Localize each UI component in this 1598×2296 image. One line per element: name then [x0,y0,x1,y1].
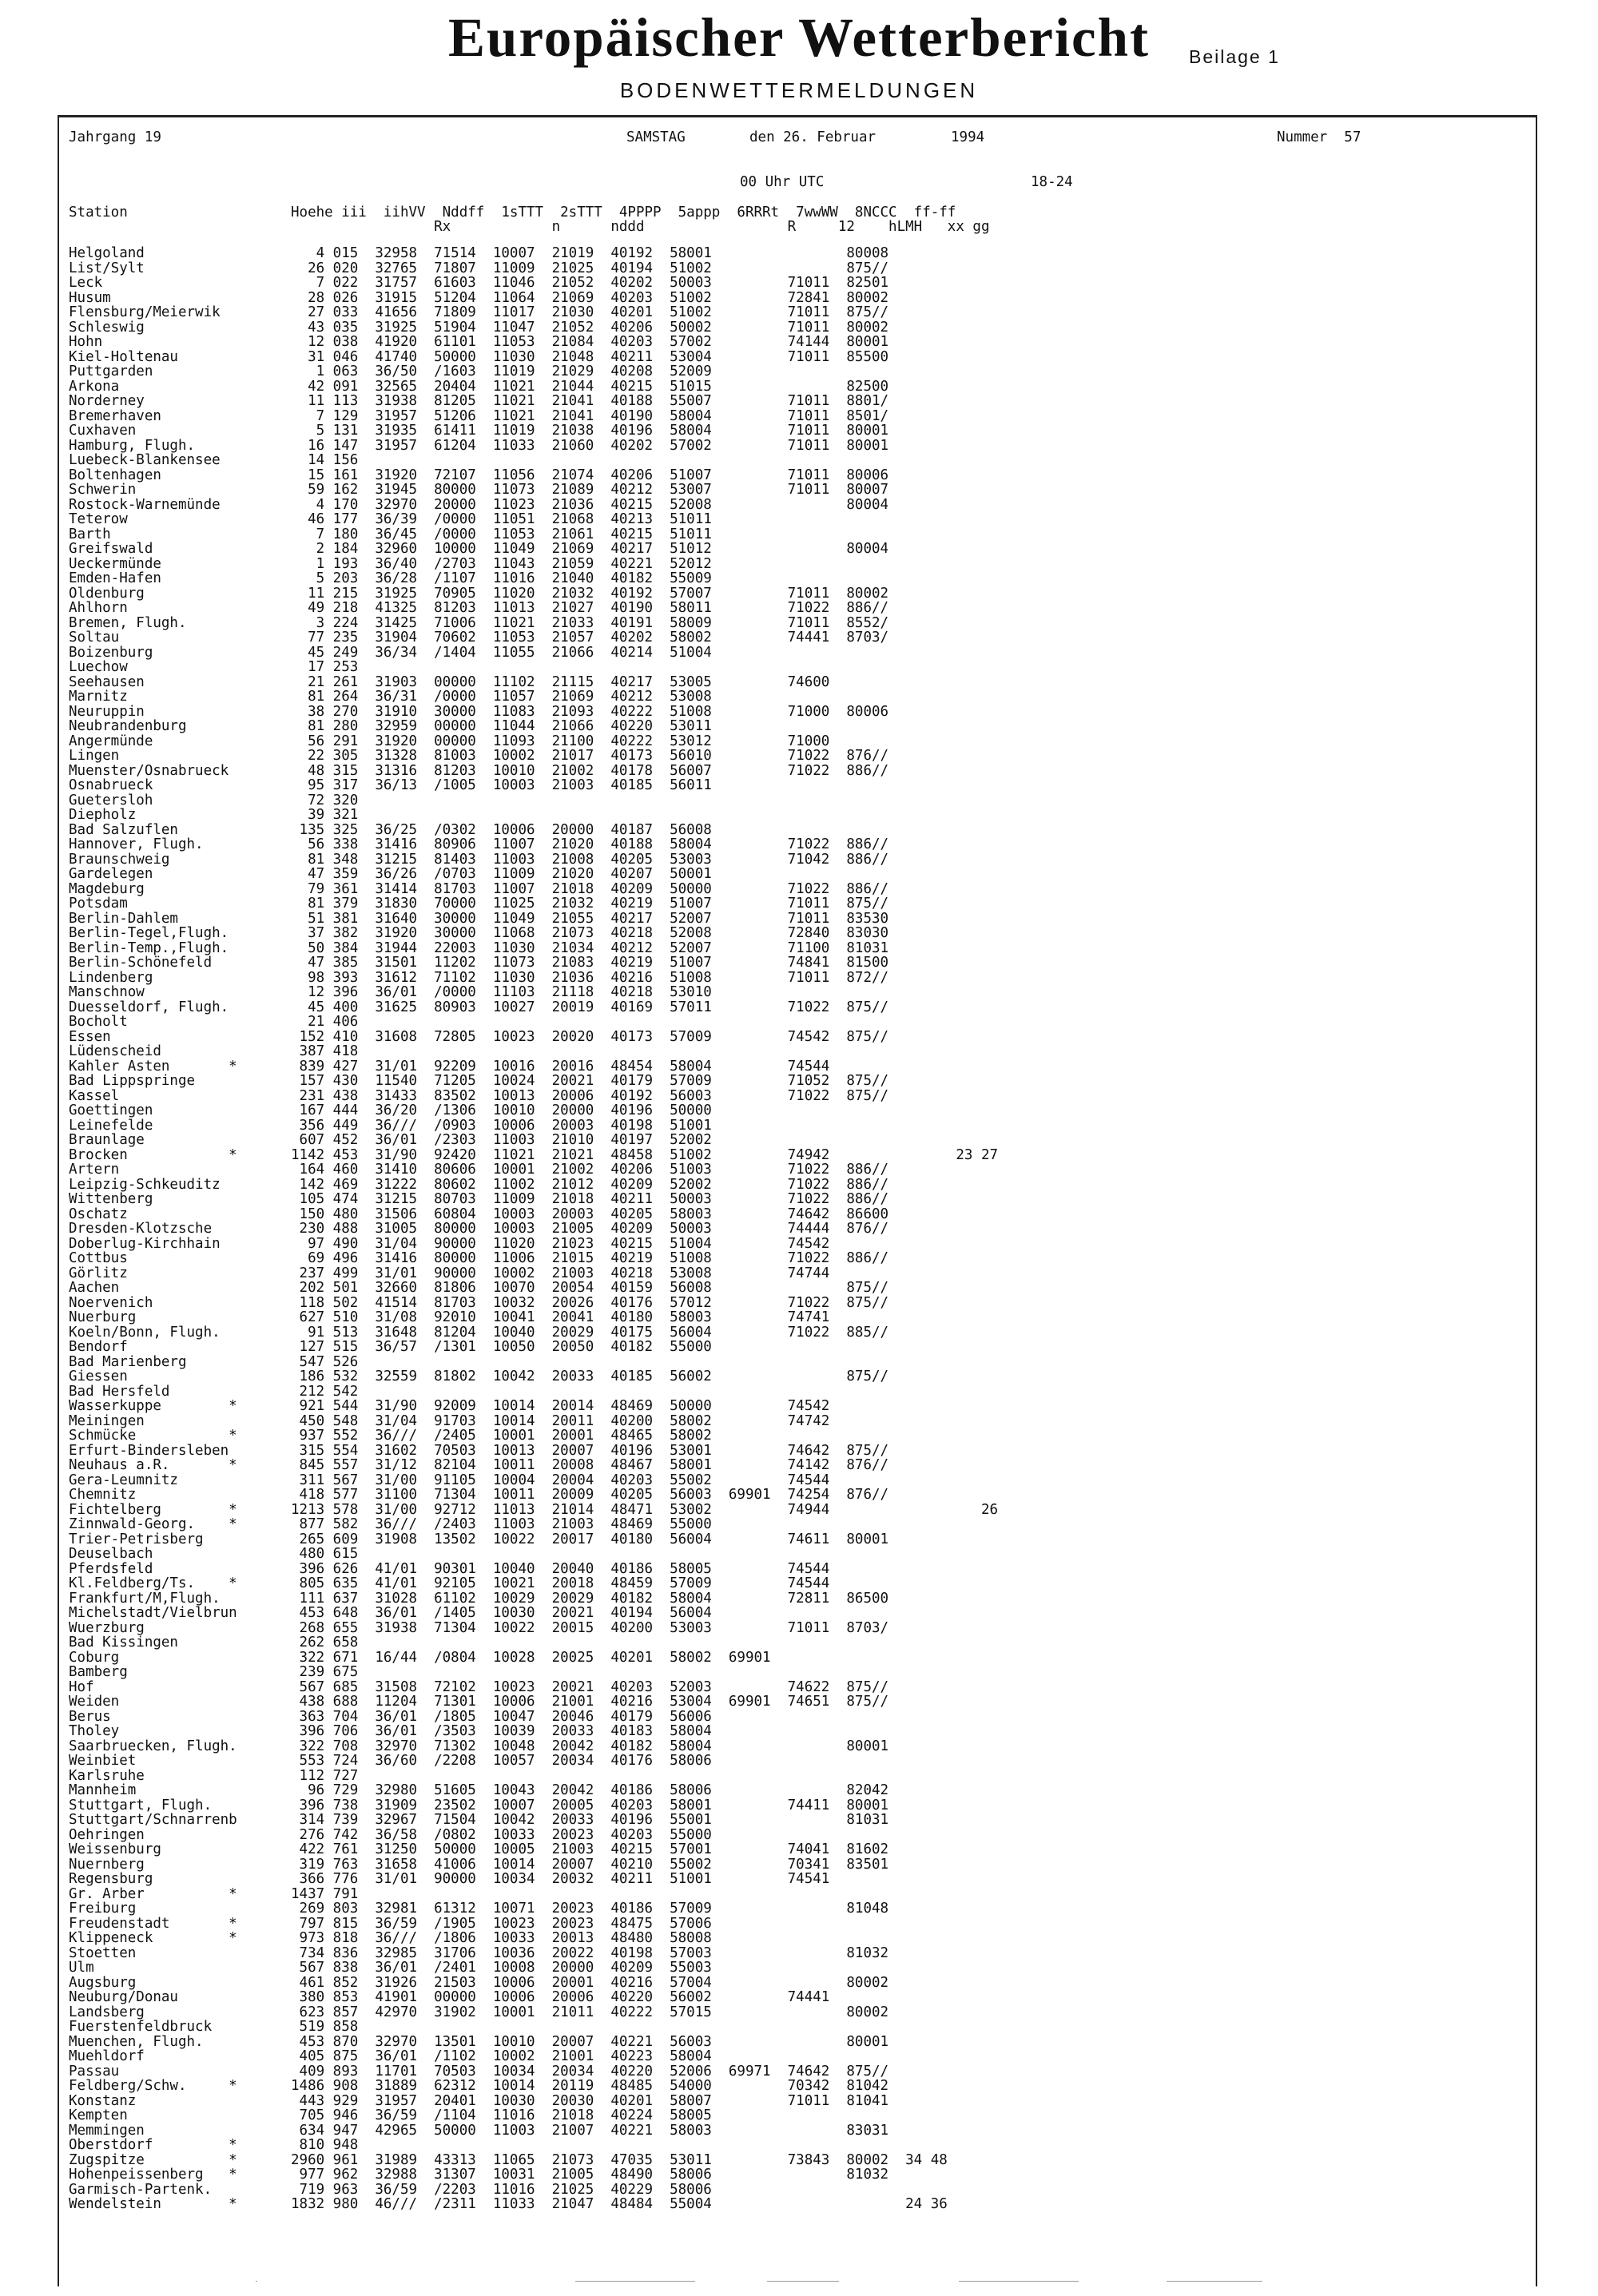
station-name: Pferdsfeld [69,1560,153,1577]
station-name: Memmingen [69,2122,145,2139]
station-data-row: 2 184 32960 10000 11049 21069 40217 51012 80004 [291,541,889,557]
document-subtitle: BODENWETTERMELDUNGEN [619,78,979,102]
station-name: Oberstdorf * [69,2137,237,2153]
station-data-row: 31 046 41740 50000 11030 21048 40211 53004 71011 85500 [291,348,889,365]
station-name: Leipzig-Schkeuditz [69,1176,221,1193]
station-name: Zugspitze * [69,2151,237,2168]
station-data-row: 37 382 31920 30000 11068 21073 40218 52008 72840 83030 [291,925,889,941]
station-data-row: 634 947 42965 50000 11003 21007 40221 58003 83031 [291,2122,889,2139]
station-data-row: 16 147 31957 61204 11033 21060 40202 57002 71011 80001 [291,437,889,454]
station-data-row: 51 381 31640 30000 11049 21055 40217 52007 71011 83530 [291,910,889,927]
station-name: Oschatz [69,1206,128,1222]
station-data-row: 81 280 32959 00000 11044 21066 40220 53011 [291,718,712,734]
station-data-row: 239 675 [291,1664,359,1680]
station-data-row: 105 474 31215 80703 11009 21018 40211 50003 71022 886// [291,1191,889,1207]
station-data-row: 15 161 31920 72107 11056 21074 40206 51007 71011 80006 [291,467,889,483]
station-name: Frankfurt/M,Flugh. [69,1590,221,1607]
station-data-row: 167 444 36/20 /1306 10010 20000 40196 50000 [291,1102,712,1118]
station-data-row: 11 215 31925 70905 11020 21032 40192 57007 71011 80002 [291,585,889,602]
station-name: Emden-Hafen [69,570,161,586]
station-name: Braunlage [69,1132,145,1148]
station-data-row: 157 430 11540 71205 10024 20021 40179 57009 71052 875// [291,1073,889,1089]
station-name: Tholey [69,1723,120,1739]
station-name: Wittenberg [69,1191,153,1207]
station-name: Giessen [69,1368,128,1384]
station-name: Aachen [69,1280,120,1296]
station-name: Diepholz [69,807,137,823]
station-name: Bocholt [69,1014,128,1030]
station-data-row: 877 582 36/// /2403 11003 21003 48469 55000 [291,1516,712,1532]
station-data-row: 150 480 31506 60804 10003 20003 40205 58003 74642 86600 [291,1206,889,1222]
station-name: Essen [69,1028,111,1045]
station-data-row: 797 815 36/59 /1905 10023 20023 48475 57006 [291,1915,712,1932]
station-data-row: 22 305 31328 81003 10002 21017 40173 56010 71022 876// [291,748,889,764]
station-data-row: 719 963 36/59 /2203 11016 21025 40229 58006 [291,2181,712,2198]
station-data-row: 314 739 32967 71504 10042 20033 40196 55001 81031 [291,1812,889,1828]
station-name: Hohenpeissenberg * [69,2167,237,2183]
station-data-row: 48 315 31316 81203 10010 21002 40178 56007 71022 886// [291,762,889,779]
station-name: Greifswald [69,541,153,557]
station-data-row: 3 224 31425 71006 11021 21033 40191 58009 71011 8552/ [291,614,889,631]
station-name: Schwerin [69,482,137,498]
station-name: Angermünde [69,733,153,749]
station-data-row: 567 685 31508 72102 10023 20021 40203 52003 74622 875// [291,1678,889,1695]
station-name: Husum [69,289,111,306]
time-range: 18-24 [1031,174,1073,190]
station-name: Meiningen [69,1412,145,1429]
station-name: Weiden [69,1694,120,1710]
station-name: Nuernberg [69,1856,145,1873]
station-data-row: 26 020 32765 71807 11009 21025 40194 51002 875// [291,260,889,276]
station-name: Ahlhorn [69,600,128,616]
station-data-row: 1 063 36/50 /1603 11019 21029 40208 52009 [291,363,712,379]
station-name: Kassel [69,1087,120,1104]
station-data-row: 269 803 32981 61312 10071 20023 40186 57009 81048 [291,1901,889,1917]
station-name: Potsdam [69,896,128,912]
station-data-row: 27 033 41656 71809 11017 21030 40201 51002 71011 875// [291,304,889,320]
station-name: Kahler Asten * [69,1058,237,1075]
station-data-row: 69 496 31416 80000 11006 21015 40219 51008 71022 886// [291,1250,889,1266]
station-data-row: 46 177 36/39 /0000 11051 21068 40213 51011 [291,511,712,527]
station-name: Berlin-Schönefeld [69,955,213,971]
station-data-row: 380 853 41901 00000 10006 20006 40220 56002 74441 [291,1989,830,2005]
station-name: Karlsruhe [69,1767,145,1784]
station-name: Boizenburg [69,644,153,661]
station-name: Neuruppin [69,703,145,720]
station-data-row: 977 962 32988 31307 10031 21005 48490 58006 81032 [291,2167,889,2183]
station-name: Garmisch-Partenk. [69,2181,213,2198]
station-data-row: 42 091 32565 20404 11021 21044 40215 51015 82500 [291,378,889,395]
station-name: Konstanz [69,2092,137,2109]
station-name: Lüdenscheid [69,1043,161,1059]
weekday-label: SAMSTAG [626,129,686,145]
station-data-row: 127 515 36/57 /1301 10050 20050 40182 55000 [291,1339,712,1355]
station-name: Seehausen [69,673,145,690]
issue-number: Nummer 57 [1277,129,1361,145]
station-data-row: 845 557 31/12 82104 10011 20008 48467 58001 74142 876// [291,1457,889,1473]
station-data-row: 705 946 36/59 /1104 11016 21018 40224 58005 [291,2107,712,2123]
station-data-row: 937 552 36/// /2405 10001 20001 48465 58002 [291,1428,712,1444]
station-name: Regensburg [69,1871,153,1887]
station-name: Wuerzburg [69,1619,145,1636]
station-name: Hof [69,1678,94,1695]
station-name: Puttgarden [69,363,153,379]
station-name: Leck [69,275,103,291]
station-name: Koeln/Bonn, Flugh. [69,1324,221,1341]
station-data-row: 7 129 31957 51206 11021 21041 40190 58004 71011 8501/ [291,407,889,424]
station-data-row: 135 325 36/25 /0302 10006 20000 40187 56008 [291,821,712,838]
station-name: Rostock-Warnemünde [69,496,221,513]
station-data-row: 265 609 31908 13502 10022 20017 40180 56004 74611 80001 [291,1531,889,1547]
station-name: Leinefelde [69,1117,153,1134]
station-data-row: 396 626 41/01 90301 10040 20040 40186 58005 74544 [291,1560,830,1577]
station-data-row: 142 469 31222 80602 11002 21012 40209 52002 71022 886// [291,1176,889,1193]
station-name: Bad Marienberg [69,1353,187,1370]
station-name: Coburg [69,1649,120,1666]
station-data-row: 39 321 [291,807,359,823]
station-name: Marnitz [69,689,128,705]
station-name: Helgoland [69,245,145,261]
station-name: Weinbiet [69,1753,137,1769]
station-data-row: 387 418 [291,1043,359,1059]
station-data-row: 38 270 31910 30000 11083 21093 40222 51008 71000 80006 [291,703,889,720]
station-data-row: 450 548 31/04 91703 10014 20011 40200 58002 74742 [291,1412,830,1429]
observation-time: 00 Uhr UTC [740,174,825,190]
station-data-row: 805 635 41/01 92105 10021 20018 48459 57009 74544 [291,1575,830,1591]
station-data-row: 56 338 31416 80906 11007 21020 40188 58004 71022 886// [291,836,889,852]
station-data-row: 11 113 31938 81205 11021 21041 40188 55007 71011 8801/ [291,393,889,409]
station-name: Bad Hersfeld [69,1383,170,1400]
station-data-row: 186 532 32559 81802 10042 20033 40185 56002 875// [291,1368,889,1384]
station-data-row: 111 637 31028 61102 10029 20029 40182 58004 72811 86500 [291,1590,889,1607]
station-name: Trier-Petrisberg [69,1531,204,1547]
page-footer-marks [256,2281,1374,2284]
station-data-row: 12 038 41920 61101 11053 21084 40203 57002 74144 80001 [291,334,889,350]
station-data-row: 112 727 [291,1767,359,1784]
station-data-list [291,246,998,2212]
station-name: Gera-Leumnitz [69,1472,178,1488]
station-data-row: 45 400 31625 80903 10027 20019 40169 57011 71022 875// [291,999,889,1015]
station-data-row: 418 577 31100 71304 10011 20009 40205 56003 69901 74254 876// [291,1487,889,1503]
station-name-list [69,246,237,2212]
station-data-row: 607 452 36/01 /2303 11003 21010 40197 52002 [291,1132,712,1148]
station-name: Duesseldorf, Flugh. [69,999,229,1015]
station-name: Goettingen [69,1102,153,1118]
station-name: Magdeburg [69,880,145,897]
station-data-row: 98 393 31612 71102 11030 21036 40216 51008 71011 872// [291,969,889,986]
station-name: Freiburg [69,1901,137,1917]
station-data-row: 567 838 36/01 /2401 10008 20000 40209 55003 [291,1960,712,1976]
station-data-row: 59 162 31945 80000 11073 21089 40212 53007 71011 80007 [291,482,889,498]
station-name: Weissenburg [69,1841,161,1857]
station-data-row: 21 261 31903 00000 11102 21115 40217 53005 74600 [291,673,830,690]
station-data-row: 322 671 16/44 /0804 10028 20025 40201 58002 69901 [291,1649,771,1666]
supplement-label: Beilage 1 [1189,46,1280,67]
station-data-row: 409 893 11701 70503 10034 20034 40220 52006 69971 74642 875// [291,2063,889,2080]
station-name: Artern [69,1162,120,1178]
station-name: Barth [69,526,111,542]
station-data-row: 91 513 31648 81204 10040 20029 40175 56004 71022 885// [291,1324,889,1341]
station-name: Stoetten [69,1944,137,1961]
column-codes-subheader: Rx n nddd R 12 hLMH xx gg [291,219,990,235]
station-name: Dresden-Klotzsche [69,1221,213,1237]
station-name: Zinnwald-Georg. * [69,1516,237,1532]
station-data-row: 79 361 31414 81703 11007 21018 40209 50000 71022 886// [291,880,889,897]
station-data-row: 356 449 36/// /0903 10006 20003 40198 51001 [291,1117,712,1134]
station-name: Passau [69,2063,120,2080]
station-data-row: 17 253 [291,659,359,675]
station-data-row: 231 438 31433 83502 10013 20006 40192 56003 71022 875// [291,1087,889,1104]
station-name: Osnabrueck [69,777,153,793]
station-name: Michelstadt/Vielbrun [69,1605,237,1621]
station-name: Brocken * [69,1146,237,1163]
station-data-row: 1213 578 31/00 92712 11013 21014 48471 53002 74944 26 [291,1501,999,1518]
station-data-row: 438 688 11204 71301 10006 21001 40216 53004 69901 74651 875// [291,1694,889,1710]
station-data-row: 77 235 31904 70602 11053 21057 40202 58002 74441 8703/ [291,630,889,646]
station-data-row: 319 763 31658 41006 10014 20007 40210 55002 70341 83501 [291,1856,889,1873]
station-name: Görlitz [69,1265,128,1281]
station-name: Hannover, Flugh. [69,836,204,852]
station-name: Berlin-Temp.,Flugh. [69,939,229,956]
station-data-row: 453 870 32970 13501 10010 20007 40221 56003 80001 [291,2033,889,2050]
station-data-row: 480 615 [291,1546,359,1562]
station-name: Bremerhaven [69,407,161,424]
station-name: Augsburg [69,1974,137,1991]
station-data-row: 81 348 31215 81403 11003 21008 40205 53003 71042 886// [291,851,889,868]
station-name: Chemnitz [69,1487,137,1503]
station-name: Neuburg/Donau [69,1989,178,2005]
station-name: Hamburg, Flugh. [69,437,196,454]
station-name: Bad Lippspringe [69,1073,196,1089]
station-data-row: 519 858 [291,2019,359,2035]
station-data-row: 1142 453 31/90 92420 11021 21021 48458 51002 74942 23 27 [291,1146,999,1163]
station-data-row: 396 706 36/01 /3503 10039 20033 40183 58004 [291,1723,712,1739]
station-name: Feldberg/Schw. * [69,2078,237,2094]
station-data-row: 547 526 [291,1353,359,1370]
station-name: Bendorf [69,1339,128,1355]
station-name: Kiel-Holtenau [69,348,178,365]
station-name: Bamberg [69,1664,128,1680]
station-name: Manschnow [69,984,145,1000]
station-data-row: 553 724 36/60 /2208 10057 20034 40176 58006 [291,1753,712,1769]
station-data-row: 72 320 [291,792,359,808]
station-data-row: 21 406 [291,1014,359,1030]
station-data-row: 4 015 32958 71514 10007 21019 40192 58001 80008 [291,245,889,261]
station-name: Schleswig [69,319,145,336]
station-data-row: 311 567 31/00 91105 10004 20004 40203 55002 74544 [291,1472,830,1488]
station-name: Berlin-Tegel,Flugh. [69,925,229,941]
station-name: Stuttgart, Flugh. [69,1797,213,1813]
station-data-row: 152 410 31608 72805 10023 20020 40173 57009 74542 875// [291,1028,889,1045]
station-name: Soltau [69,630,120,646]
station-data-row: 627 510 31/08 92010 10041 20041 40180 58003 74741 [291,1309,830,1325]
station-name: Nuerburg [69,1309,137,1325]
station-data-row: 95 317 36/13 /1005 10003 21003 40185 56011 [291,777,712,793]
station-name: Wasserkuppe * [69,1398,237,1414]
station-name: Fichtelberg * [69,1501,237,1518]
station-data-row: 81 379 31830 70000 11025 21032 40219 51007 71011 875// [291,896,889,912]
station-data-row: 7 180 36/45 /0000 11053 21061 40215 51011 [291,526,712,542]
station-name: Norderney [69,393,145,409]
station-name: Neubrandenburg [69,718,187,734]
station-data-row: 422 761 31250 50000 10005 21003 40215 57001 74041 81602 [291,1841,889,1857]
station-name: Bad Kissingen [69,1635,178,1650]
station-data-row: 118 502 41514 81703 10032 20026 40176 57012 71022 875// [291,1294,889,1311]
station-name: Mannheim [69,1782,137,1798]
station-name: Bremen, Flugh. [69,614,187,631]
station-data-row: 315 554 31602 70503 10013 20007 40196 53001 74642 875// [291,1442,889,1459]
station-data-row: 366 776 31/01 90000 10034 20032 40211 51001 74541 [291,1871,830,1887]
station-name: Luechow [69,659,128,675]
station-name: Muenster/Osnabrueck [69,762,229,779]
station-name: Lindenberg [69,969,153,986]
station-name: Cottbus [69,1250,128,1266]
station-name: Stuttgart/Schnarrenb [69,1812,237,1828]
column-codes-header: Hoehe iii iihVV Nddff 1sTTT 2sTTT 4PPPP 5appp 6RRRt 7wwWW 8NCCC ff-ff [291,205,956,220]
station-data-row: 453 648 36/01 /1405 10030 20021 40194 56004 [291,1605,712,1621]
station-name: Fuerstenfeldbruck [69,2019,213,2035]
station-name: Teterow [69,511,128,527]
station-data-row: 7 022 31757 61603 11046 21052 40202 50003 71011 82501 [291,275,889,291]
station-data-row: 202 501 32660 81806 10070 20054 40159 56008 875// [291,1280,889,1296]
station-data-row: 50 384 31944 22003 11030 21034 40212 52007 71100 81031 [291,939,889,956]
station-name: Doberlug-Kirchhain [69,1235,221,1252]
station-data-row: 810 948 [291,2137,359,2153]
jahrgang-label: Jahrgang 19 [69,129,161,145]
station-data-row: 45 249 36/34 /1404 11055 21066 40214 51004 [291,644,712,661]
station-name: List/Sylt [69,260,145,276]
station-data-row: 4 170 32970 20000 11023 21036 40215 52008 80004 [291,496,889,513]
station-data-row: 268 655 31938 71304 10022 20015 40200 53003 71011 8703/ [291,1619,889,1636]
station-data-row: 164 460 31410 80606 10001 21002 40206 51003 71022 886// [291,1162,889,1178]
station-data-row: 237 499 31/01 90000 10002 21003 40218 53008 74744 [291,1265,830,1281]
station-data-row: 322 708 32970 71302 10048 20042 40182 58004 80001 [291,1738,889,1754]
station-name: Luebeck-Blankensee [69,452,221,468]
station-data-row: 405 875 36/01 /1102 10002 21001 40223 58004 [291,2048,712,2064]
station-data-row: 2960 961 31989 43313 11065 21073 47035 53011 73843 80002 34 48 [291,2151,948,2168]
station-data-row: 96 729 32980 51605 10043 20042 40186 58006 82042 [291,1782,889,1798]
station-name: Gardelegen [69,866,153,882]
station-data-row: 47 359 36/26 /0703 11009 21020 40207 50001 [291,866,712,882]
station-data-row: 212 542 [291,1383,359,1400]
station-data-row: 1486 908 31889 62312 10014 20119 48485 54000 70342 81042 [291,2078,889,2094]
station-name: Bad Salzuflen [69,821,178,838]
station-data-row: 1832 980 46/// /2311 11033 21047 48484 55004 24 36 [291,2196,948,2212]
station-data-row: 49 218 41325 81203 11013 21027 40190 58011 71022 886// [291,600,889,616]
station-data-row: 43 035 31925 51904 11047 21052 40206 50002 71011 80002 [291,319,889,336]
station-name: Gr. Arber * [69,1885,237,1902]
station-data-row: 5 131 31935 61411 11019 21038 40196 58004 71011 80001 [291,423,889,439]
station-data-row: 921 544 31/90 92009 10014 20014 48469 50000 74542 [291,1398,830,1414]
station-data-row: 56 291 31920 00000 11093 21100 40222 53012 71000 [291,733,830,749]
station-name: Klippeneck * [69,1930,237,1946]
station-data-row: 1437 791 [291,1885,359,1902]
station-name: Oehringen [69,1826,145,1843]
station-name: Neuhaus a.R. * [69,1457,237,1473]
station-name: Ueckermünde [69,555,161,572]
station-name: Lingen [69,748,120,764]
station-data-row: 276 742 36/58 /0802 10033 20023 40203 55000 [291,1826,712,1843]
station-data-row: 262 658 [291,1635,359,1650]
year-label: 1994 [951,129,985,145]
station-name: Kl.Feldberg/Ts. * [69,1575,237,1591]
column-station-header: Station [69,205,128,220]
station-name: Berus [69,1708,111,1725]
station-name: Erfurt-Bindersleben [69,1442,229,1459]
station-name: Wendelstein * [69,2196,237,2212]
station-data-row: 839 427 31/01 92209 10016 20016 48454 58004 74544 [291,1058,830,1075]
station-data-row: 230 488 31005 80000 10003 21005 40209 50003 74444 876// [291,1221,889,1237]
station-name: Saarbruecken, Flugh. [69,1738,237,1754]
station-name: Braunschweig [69,851,170,868]
station-name: Noervenich [69,1294,153,1311]
station-name: Ulm [69,1960,94,1976]
station-data-row: 623 857 42970 31902 10001 21011 40222 57015 80002 [291,2004,889,2020]
station-name: Deuselbach [69,1546,153,1562]
station-data-row: 734 836 32985 31706 10036 20022 40198 57003 81032 [291,1944,889,1961]
station-name: Flensburg/Meierwik [69,304,221,320]
date-label: den 26. Februar [749,129,877,145]
station-data-row: 396 738 31909 23502 10007 20005 40203 58001 74411 80001 [291,1797,889,1813]
document-title: Europäischer Wetterbericht [448,7,1150,68]
station-data-row: 12 396 36/01 /0000 11103 21118 40218 53010 [291,984,712,1000]
station-name: Schmücke * [69,1428,237,1444]
station-data-row: 47 385 31501 11202 11073 21083 40219 51007 74841 81500 [291,955,889,971]
station-name: Berlin-Dahlem [69,910,178,927]
station-name: Kempten [69,2107,128,2123]
station-name: Oldenburg [69,585,145,602]
station-data-row: 973 818 36/// /1806 10033 20013 48480 58008 [291,1930,712,1946]
station-name: Muenchen, Flugh. [69,2033,204,2050]
station-data-row: 97 490 31/04 90000 11020 21023 40215 51004 74542 [291,1235,830,1252]
station-data-row: 81 264 36/31 /0000 11057 21069 40212 53008 [291,689,712,705]
station-name: Cuxhaven [69,423,137,439]
station-data-row: 363 704 36/01 /1805 10047 20046 40179 56006 [291,1708,712,1725]
station-name: Freudenstadt * [69,1915,237,1932]
station-data-row: 28 026 31915 51204 11064 21069 40203 51002 72841 80002 [291,289,889,306]
station-data-row: 14 156 [291,452,359,468]
station-name: Muehldorf [69,2048,145,2064]
station-name: Boltenhagen [69,467,161,483]
station-data-row: 443 929 31957 20401 10030 20030 40201 58007 71011 81041 [291,2092,889,2109]
station-name: Hohn [69,334,103,350]
station-name: Arkona [69,378,120,395]
station-data-row: 461 852 31926 21503 10006 20001 40216 57004 80002 [291,1974,889,1991]
station-name: Guetersloh [69,792,153,808]
station-data-row: 1 193 36/40 /2703 11043 21059 40221 52012 [291,555,712,572]
station-data-row: 5 203 36/28 /1107 11016 21040 40182 55009 [291,570,712,586]
station-name: Landsberg [69,2004,145,2020]
